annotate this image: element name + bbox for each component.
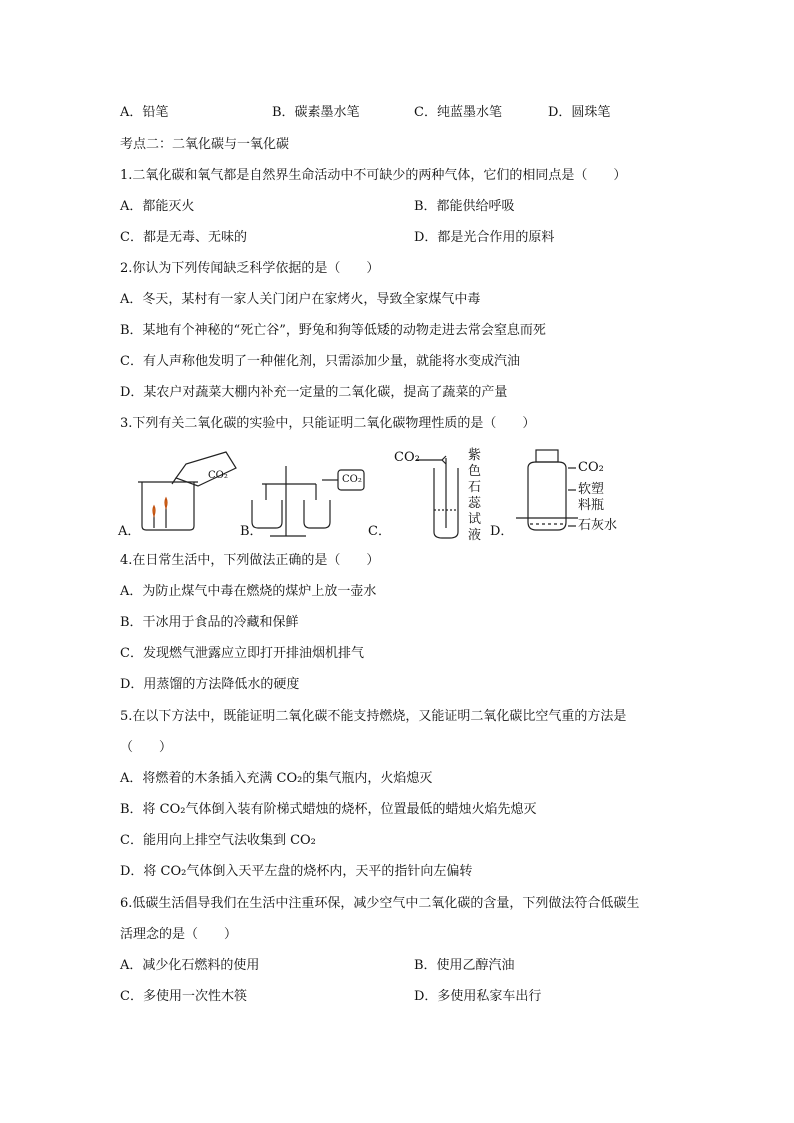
fig-a-beaker-candles — [138, 452, 236, 530]
fig-c-litmus-label-1: 紫 — [468, 448, 482, 463]
q5-stem: 5.在以下方法中，既能证明二氧化碳不能支持燃烧，又能证明二氧化碳比空气重的方法是 — [120, 709, 627, 724]
fig-b-co2-label: CO₂ — [342, 474, 362, 485]
q1-option-a: A．都能灭火 — [120, 199, 195, 214]
q4-option-a: A．为防止煤气中毒在燃烧的煤炉上放一壶水 — [120, 584, 377, 599]
q4-option-d: D．用蒸馏的方法降低水的硬度 — [120, 677, 300, 692]
q6-stem-continued: 活理念的是（ ） — [120, 927, 238, 942]
fig-c-litmus-label-4: 蕊 — [468, 496, 482, 511]
q1-option-b: B．都能供给呼吸 — [414, 199, 515, 214]
fig-c-co2-label: CO₂ — [394, 450, 420, 465]
q1-option-d: D．都是光合作用的原料 — [414, 230, 555, 245]
q2-option-c: C．有人声称他发明了一种催化剂，只需添加少量，就能将水变成汽油 — [120, 354, 520, 369]
option-a-pencil: A．铅笔 — [120, 105, 169, 120]
q5-option-b: B．将 CO₂气体倒入装有阶梯式蜡烛的烧杯，位置最低的蜡烛火焰先熄灭 — [120, 802, 537, 817]
fig-b-label: B． — [240, 524, 263, 539]
fig-c-litmus-label-5: 试 — [468, 512, 482, 527]
fig-a-label: A． — [118, 524, 141, 539]
option-c-blue-ink: C．纯蓝墨水笔 — [414, 105, 502, 120]
q1-option-c: C．都是无毒、无味的 — [120, 230, 247, 245]
q3-figures — [116, 446, 676, 546]
fig-d-limewater-label: 石灰水 — [578, 518, 618, 533]
q4-option-c: C．发现燃气泄露应立即打开排油烟机排气 — [120, 646, 364, 661]
fig-d-label: D． — [490, 524, 514, 539]
section-title: 考点二：二氧化碳与一氧化碳 — [120, 137, 290, 152]
fig-c-label: C． — [368, 524, 391, 539]
q6-stem: 6.低碳生活倡导我们在生活中注重环保，减少空气中二氧化碳的含量，下列做法符合低碳生 — [120, 896, 640, 911]
q5-option-d: D．将 CO₂气体倒入天平左盘的烧杯内，天平的指针向左偏转 — [120, 864, 473, 879]
q5-option-c: C．能用向上排空气法收集到 CO₂ — [120, 833, 316, 848]
q5-stem-continued: （ ） — [120, 740, 173, 755]
fig-d-plastic-bottle — [516, 450, 578, 530]
fig-c-litmus-label-2: 色 — [468, 464, 482, 479]
q2-option-a: A．冬天，某村有一家人关门闭户在家烤火，导致全家煤气中毒 — [120, 292, 481, 307]
q1-stem: 1.二氧化碳和氧气都是自然界生命活动中不可缺少的两种气体，它们的相同点是（ ） — [120, 168, 627, 183]
fig-d-bottle-label-2: 料瓶 — [578, 498, 605, 513]
q6-option-a: A．减少化石燃料的使用 — [120, 958, 260, 973]
fig-d-bottle-label-1: 软塑 — [578, 482, 605, 497]
option-b-carbon-ink: B．碳素墨水笔 — [272, 105, 360, 120]
q6-option-c: C．多使用一次性木筷 — [120, 989, 247, 1004]
q2-option-b: B．某地有个神秘的“死亡谷”，野兔和狗等低矮的动物走进去常会窒息而死 — [120, 323, 546, 338]
fig-c-litmus-tube — [416, 456, 458, 538]
fig-c-litmus-label-3: 石 — [468, 480, 482, 495]
fig-c-litmus-label-6: 液 — [468, 528, 482, 543]
fig-d-co2-label: CO₂ — [578, 460, 604, 475]
option-d-ballpoint: D．圆珠笔 — [548, 105, 611, 120]
q2-option-d: D．某农户对蔬菜大棚内补充一定量的二氧化碳，提高了蔬菜的产量 — [120, 385, 508, 400]
q3-stem: 3.下列有关二氧化碳的实验中，只能证明二氧化碳物理性质的是（ ） — [120, 416, 536, 431]
q6-option-d: D．多使用私家车出行 — [414, 989, 542, 1004]
q5-option-a: A．将燃着的木条插入充满 CO₂的集气瓶内，火焰熄灭 — [120, 771, 433, 786]
q4-stem: 4.在日常生活中，下列做法正确的是（ ） — [120, 553, 380, 568]
q6-option-b: B．使用乙醇汽油 — [414, 958, 515, 973]
q2-stem: 2.你认为下列传闻缺乏科学依据的是（ ） — [120, 261, 380, 276]
fig-a-co2-label: CO₂ — [208, 470, 228, 481]
q4-option-b: B．干冰用于食品的冷藏和保鲜 — [120, 615, 299, 630]
